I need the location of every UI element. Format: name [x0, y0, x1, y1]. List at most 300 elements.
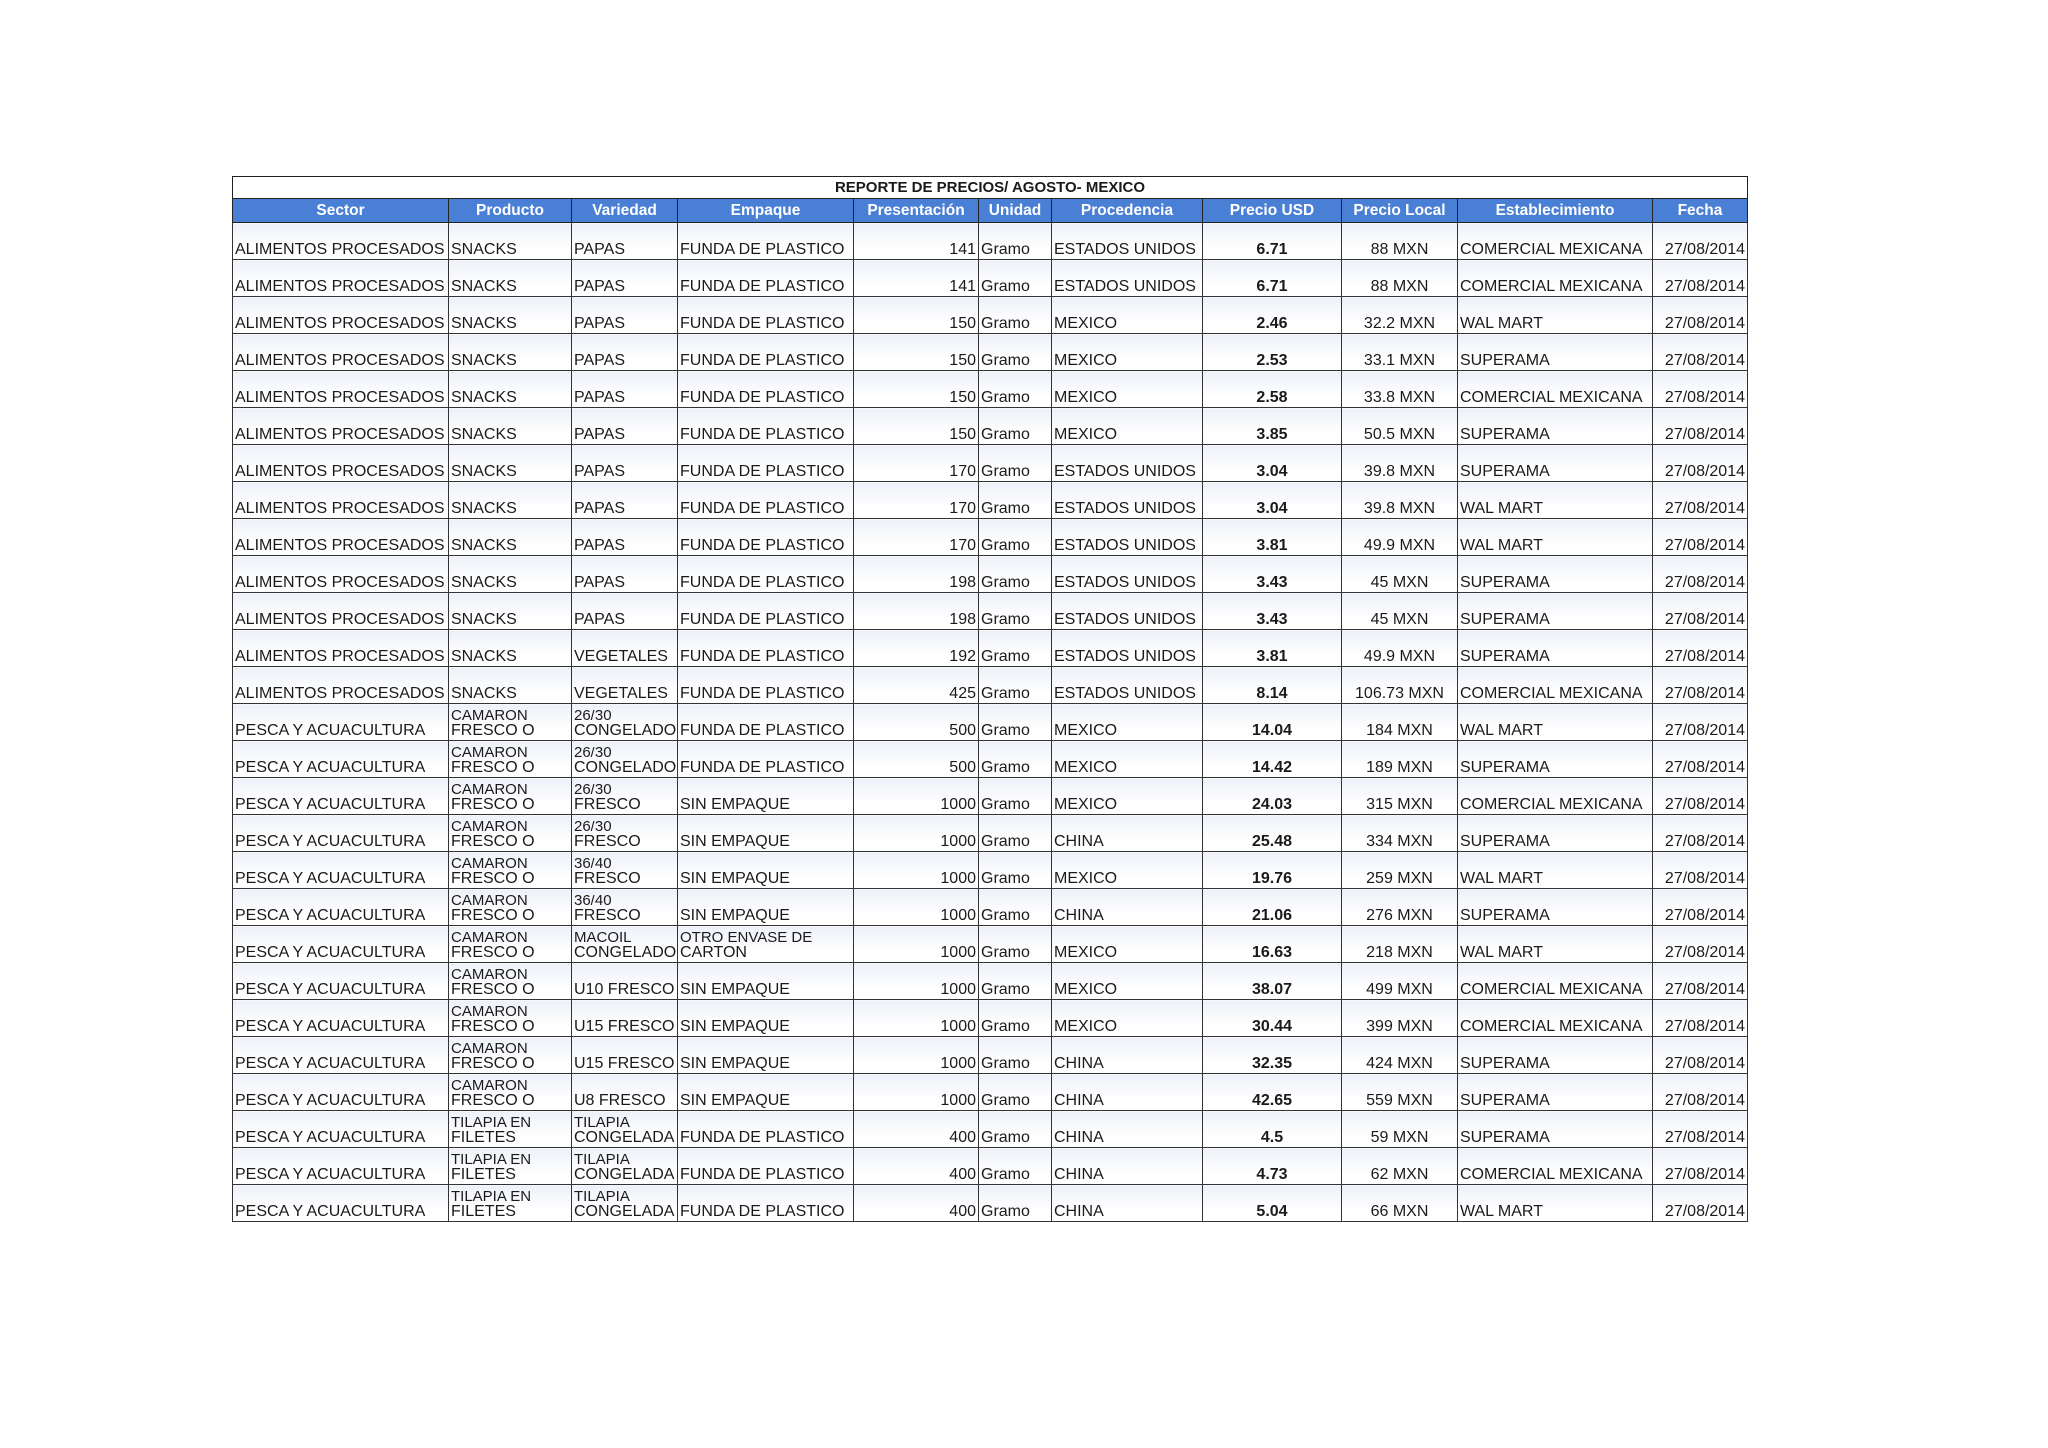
- cell-producto-overflow-line: [451, 266, 569, 278]
- cell-variedad-overflow-line: [574, 636, 675, 648]
- cell-empaque-overflow-line: [680, 1154, 851, 1166]
- cell-producto-line: SNACKS: [451, 241, 517, 258]
- cell-establecimiento: COMERCIAL MEXICANA: [1458, 371, 1653, 408]
- cell-producto-overflow-line: CAMARON: [451, 858, 528, 870]
- cell-variedad-line: U8 FRESCO: [574, 1092, 666, 1109]
- cell-fecha: 27/08/2014: [1653, 593, 1748, 630]
- cell-precio-local: 45 MXN: [1342, 556, 1458, 593]
- cell-variedad: [572, 408, 678, 445]
- cell-producto: [449, 556, 572, 593]
- cell-presentacion: 150: [854, 334, 979, 371]
- cell-producto: [449, 1037, 572, 1074]
- cell-establecimiento: SUPERAMA: [1458, 815, 1653, 852]
- cell-producto-line: SNACKS: [451, 648, 517, 665]
- cell-empaque-overflow-line: [680, 1117, 851, 1129]
- cell-presentacion: 1000: [854, 1037, 979, 1074]
- cell-variedad: [572, 889, 678, 926]
- cell-unidad: Gramo: [979, 1148, 1052, 1185]
- cell-presentacion: 141: [854, 260, 979, 297]
- cell-variedad: [572, 1185, 678, 1222]
- cell-fecha: 27/08/2014: [1653, 445, 1748, 482]
- cell-precio-local: 39.8 MXN: [1342, 482, 1458, 519]
- cell-precio-usd: 4.73: [1203, 1148, 1342, 1185]
- table-row: [233, 482, 1748, 519]
- cell-empaque-overflow-line: [680, 1080, 851, 1092]
- cell-unidad: Gramo: [979, 593, 1052, 630]
- cell-variedad-overflow-line: [574, 414, 675, 426]
- cell-variedad-line: PAPAS: [574, 463, 625, 480]
- cell-empaque: [678, 889, 854, 926]
- column-header-precio-local: Precio Local: [1342, 199, 1458, 223]
- cell-precio-usd: 16.63: [1203, 926, 1342, 963]
- cell-precio-usd: 24.03: [1203, 778, 1342, 815]
- table-row: [233, 1037, 1748, 1074]
- column-header-variedad: Variedad: [572, 199, 678, 223]
- cell-variedad-line: FRESCO: [574, 870, 641, 887]
- cell-fecha: 27/08/2014: [1653, 741, 1748, 778]
- cell-producto-line: FRESCO O: [451, 833, 535, 850]
- table-row: [233, 519, 1748, 556]
- column-header-sector: Sector: [233, 199, 449, 223]
- cell-producto-line: FRESCO O: [451, 1092, 535, 1109]
- cell-variedad-line: PAPAS: [574, 389, 625, 406]
- cell-producto-overflow-line: TILAPIA EN: [451, 1191, 532, 1203]
- cell-empaque-line: CARTON: [680, 944, 747, 961]
- cell-precio-local: 559 MXN: [1342, 1074, 1458, 1111]
- cell-producto: [449, 1000, 572, 1037]
- cell-variedad-line: PAPAS: [574, 315, 625, 332]
- cell-empaque-overflow-line: [680, 1191, 851, 1203]
- cell-establecimiento: COMERCIAL MEXICANA: [1458, 223, 1653, 260]
- cell-variedad-overflow-line: [574, 488, 675, 500]
- cell-procedencia: CHINA: [1052, 1037, 1203, 1074]
- table-row: [233, 260, 1748, 297]
- cell-producto-overflow-line: [451, 377, 569, 389]
- cell-producto-line: SNACKS: [451, 315, 517, 332]
- cell-variedad-overflow-line: [574, 266, 675, 278]
- cell-producto-overflow-line: [451, 525, 569, 537]
- cell-presentacion: 170: [854, 482, 979, 519]
- cell-variedad: [572, 445, 678, 482]
- cell-presentacion: 141: [854, 223, 979, 260]
- cell-fecha: 27/08/2014: [1653, 1185, 1748, 1222]
- cell-empaque-line: FUNDA DE PLASTICO: [680, 537, 845, 554]
- table-row: [233, 741, 1748, 778]
- cell-empaque-overflow-line: [680, 858, 851, 870]
- cell-producto-line: FRESCO O: [451, 944, 535, 961]
- cell-empaque: [678, 1037, 854, 1074]
- cell-procedencia: CHINA: [1052, 1148, 1203, 1185]
- cell-empaque-overflow-line: [680, 1006, 851, 1018]
- cell-empaque-overflow-line: [680, 1043, 851, 1055]
- cell-presentacion: 1000: [854, 1074, 979, 1111]
- cell-establecimiento: SUPERAMA: [1458, 1037, 1653, 1074]
- cell-variedad-line: PAPAS: [574, 241, 625, 258]
- cell-precio-usd: 3.81: [1203, 630, 1342, 667]
- cell-empaque-line: SIN EMPAQUE: [680, 833, 790, 850]
- cell-variedad-overflow-line: [574, 673, 675, 685]
- cell-empaque-line: FUNDA DE PLASTICO: [680, 759, 845, 776]
- cell-variedad-line: U10 FRESCO: [574, 981, 675, 998]
- cell-precio-local: 184 MXN: [1342, 704, 1458, 741]
- cell-empaque: [678, 815, 854, 852]
- cell-variedad-line: CONGELADO: [574, 944, 677, 961]
- cell-precio-usd: 14.42: [1203, 741, 1342, 778]
- cell-producto-overflow-line: CAMARON: [451, 969, 528, 981]
- cell-producto-overflow-line: CAMARON: [451, 784, 528, 796]
- cell-sector: ALIMENTOS PROCESADOS: [233, 556, 449, 593]
- cell-variedad-overflow-line: TILAPIA: [574, 1191, 630, 1203]
- cell-fecha: 27/08/2014: [1653, 260, 1748, 297]
- cell-sector: PESCA Y ACUACULTURA: [233, 852, 449, 889]
- table-row: [233, 1000, 1748, 1037]
- cell-producto-overflow-line: TILAPIA EN: [451, 1117, 532, 1129]
- cell-unidad: Gramo: [979, 371, 1052, 408]
- column-header-fecha: Fecha: [1653, 199, 1748, 223]
- cell-precio-usd: 25.48: [1203, 815, 1342, 852]
- cell-producto: [449, 1111, 572, 1148]
- cell-presentacion: 400: [854, 1111, 979, 1148]
- cell-fecha: 27/08/2014: [1653, 297, 1748, 334]
- cell-variedad: [572, 1111, 678, 1148]
- cell-sector: PESCA Y ACUACULTURA: [233, 815, 449, 852]
- report-body: [233, 223, 1748, 1222]
- cell-fecha: 27/08/2014: [1653, 704, 1748, 741]
- cell-variedad: [572, 667, 678, 704]
- cell-producto: [449, 852, 572, 889]
- cell-variedad-line: CONGELADA: [574, 1203, 675, 1220]
- cell-procedencia: ESTADOS UNIDOS: [1052, 667, 1203, 704]
- cell-empaque-line: FUNDA DE PLASTICO: [680, 648, 845, 665]
- cell-producto-overflow-line: [451, 451, 569, 463]
- cell-producto-line: SNACKS: [451, 389, 517, 406]
- cell-precio-local: 59 MXN: [1342, 1111, 1458, 1148]
- cell-procedencia: ESTADOS UNIDOS: [1052, 630, 1203, 667]
- cell-empaque: [678, 1074, 854, 1111]
- cell-presentacion: 1000: [854, 778, 979, 815]
- cell-variedad-line: PAPAS: [574, 500, 625, 517]
- cell-empaque-overflow-line: [680, 895, 851, 907]
- column-header-precio-usd: Precio USD: [1203, 199, 1342, 223]
- column-header-presentacion: Presentación: [854, 199, 979, 223]
- report-title: REPORTE DE PRECIOS/ AGOSTO- MEXICO: [233, 177, 1748, 199]
- column-header-establecimiento: Establecimiento: [1458, 199, 1653, 223]
- table-row: [233, 593, 1748, 630]
- cell-precio-usd: 2.53: [1203, 334, 1342, 371]
- cell-fecha: 27/08/2014: [1653, 519, 1748, 556]
- cell-variedad: [572, 519, 678, 556]
- cell-variedad-line: CONGELADO: [574, 759, 677, 776]
- cell-producto-line: FRESCO O: [451, 722, 535, 739]
- cell-producto: [449, 593, 572, 630]
- cell-presentacion: 500: [854, 741, 979, 778]
- table-row: [233, 889, 1748, 926]
- cell-sector: PESCA Y ACUACULTURA: [233, 1000, 449, 1037]
- cell-fecha: 27/08/2014: [1653, 1037, 1748, 1074]
- cell-empaque-line: SIN EMPAQUE: [680, 1018, 790, 1035]
- cell-presentacion: 425: [854, 667, 979, 704]
- cell-producto-line: SNACKS: [451, 463, 517, 480]
- cell-sector: ALIMENTOS PROCESADOS: [233, 260, 449, 297]
- cell-variedad: [572, 630, 678, 667]
- cell-producto-overflow-line: CAMARON: [451, 1080, 528, 1092]
- cell-procedencia: MEXICO: [1052, 334, 1203, 371]
- cell-procedencia: ESTADOS UNIDOS: [1052, 593, 1203, 630]
- table-row: [233, 630, 1748, 667]
- cell-producto: [449, 630, 572, 667]
- table-row: [233, 778, 1748, 815]
- table-row: [233, 963, 1748, 1000]
- cell-precio-local: 45 MXN: [1342, 593, 1458, 630]
- cell-sector: PESCA Y ACUACULTURA: [233, 926, 449, 963]
- cell-empaque: [678, 260, 854, 297]
- cell-producto-overflow-line: CAMARON: [451, 1006, 528, 1018]
- cell-producto-line: FILETES: [451, 1166, 516, 1183]
- cell-variedad: [572, 371, 678, 408]
- cell-variedad: [572, 704, 678, 741]
- cell-unidad: Gramo: [979, 852, 1052, 889]
- cell-unidad: Gramo: [979, 1037, 1052, 1074]
- cell-variedad-overflow-line: [574, 340, 675, 352]
- cell-empaque: [678, 630, 854, 667]
- cell-variedad-overflow-line: 36/40: [574, 895, 612, 907]
- cell-empaque-overflow-line: [680, 377, 851, 389]
- cell-unidad: Gramo: [979, 260, 1052, 297]
- cell-presentacion: 1000: [854, 1000, 979, 1037]
- cell-unidad: Gramo: [979, 926, 1052, 963]
- cell-empaque-overflow-line: [680, 599, 851, 611]
- cell-producto-overflow-line: CAMARON: [451, 932, 528, 944]
- cell-producto: [449, 889, 572, 926]
- cell-sector: ALIMENTOS PROCESADOS: [233, 297, 449, 334]
- cell-presentacion: 198: [854, 593, 979, 630]
- cell-empaque-line: SIN EMPAQUE: [680, 1092, 790, 1109]
- cell-unidad: Gramo: [979, 741, 1052, 778]
- cell-empaque: [678, 1111, 854, 1148]
- cell-establecimiento: WAL MART: [1458, 926, 1653, 963]
- cell-producto-overflow-line: CAMARON: [451, 710, 528, 722]
- cell-unidad: Gramo: [979, 334, 1052, 371]
- cell-procedencia: MEXICO: [1052, 408, 1203, 445]
- cell-empaque-overflow-line: [680, 784, 851, 796]
- cell-precio-usd: 3.43: [1203, 593, 1342, 630]
- cell-sector: ALIMENTOS PROCESADOS: [233, 593, 449, 630]
- cell-producto: [449, 445, 572, 482]
- cell-empaque-overflow-line: [680, 969, 851, 981]
- table-row: [233, 704, 1748, 741]
- table-row: [233, 815, 1748, 852]
- cell-empaque-line: FUNDA DE PLASTICO: [680, 685, 845, 702]
- cell-variedad: [572, 482, 678, 519]
- cell-variedad-overflow-line: [574, 525, 675, 537]
- cell-variedad: [572, 926, 678, 963]
- cell-precio-usd: 2.58: [1203, 371, 1342, 408]
- cell-precio-local: 49.9 MXN: [1342, 519, 1458, 556]
- cell-sector: ALIMENTOS PROCESADOS: [233, 482, 449, 519]
- cell-procedencia: ESTADOS UNIDOS: [1052, 519, 1203, 556]
- cell-empaque-overflow-line: [680, 673, 851, 685]
- cell-procedencia: MEXICO: [1052, 704, 1203, 741]
- cell-precio-local: 50.5 MXN: [1342, 408, 1458, 445]
- cell-sector: PESCA Y ACUACULTURA: [233, 1037, 449, 1074]
- column-header-unidad: Unidad: [979, 199, 1052, 223]
- cell-establecimiento: SUPERAMA: [1458, 889, 1653, 926]
- cell-empaque-overflow-line: [680, 451, 851, 463]
- table-row: [233, 223, 1748, 260]
- cell-variedad: [572, 593, 678, 630]
- cell-establecimiento: COMERCIAL MEXICANA: [1458, 1000, 1653, 1037]
- cell-establecimiento: WAL MART: [1458, 482, 1653, 519]
- cell-empaque-line: FUNDA DE PLASTICO: [680, 389, 845, 406]
- cell-precio-usd: 14.04: [1203, 704, 1342, 741]
- cell-unidad: Gramo: [979, 630, 1052, 667]
- cell-precio-usd: 4.5: [1203, 1111, 1342, 1148]
- cell-fecha: 27/08/2014: [1653, 926, 1748, 963]
- cell-empaque: [678, 926, 854, 963]
- cell-unidad: Gramo: [979, 223, 1052, 260]
- cell-empaque-overflow-line: [680, 266, 851, 278]
- cell-precio-local: 259 MXN: [1342, 852, 1458, 889]
- cell-precio-usd: 19.76: [1203, 852, 1342, 889]
- cell-precio-local: 32.2 MXN: [1342, 297, 1458, 334]
- cell-producto-line: FRESCO O: [451, 1018, 535, 1035]
- cell-empaque: [678, 704, 854, 741]
- column-header-row: [233, 199, 1748, 223]
- cell-empaque-line: FUNDA DE PLASTICO: [680, 574, 845, 591]
- cell-variedad-overflow-line: [574, 377, 675, 389]
- cell-empaque: [678, 593, 854, 630]
- cell-precio-usd: 3.43: [1203, 556, 1342, 593]
- cell-establecimiento: COMERCIAL MEXICANA: [1458, 1148, 1653, 1185]
- cell-procedencia: MEXICO: [1052, 1000, 1203, 1037]
- cell-precio-usd: 3.04: [1203, 445, 1342, 482]
- column-header-procedencia: Procedencia: [1052, 199, 1203, 223]
- cell-establecimiento: SUPERAMA: [1458, 630, 1653, 667]
- cell-unidad: Gramo: [979, 1185, 1052, 1222]
- cell-empaque-line: FUNDA DE PLASTICO: [680, 278, 845, 295]
- cell-empaque-line: FUNDA DE PLASTICO: [680, 426, 845, 443]
- cell-fecha: 27/08/2014: [1653, 1074, 1748, 1111]
- cell-variedad: [572, 297, 678, 334]
- cell-producto-overflow-line: TILAPIA EN: [451, 1154, 532, 1166]
- cell-empaque-line: FUNDA DE PLASTICO: [680, 611, 845, 628]
- cell-establecimiento: WAL MART: [1458, 297, 1653, 334]
- cell-producto-overflow-line: [451, 673, 569, 685]
- cell-producto-overflow-line: CAMARON: [451, 895, 528, 907]
- cell-precio-local: 218 MXN: [1342, 926, 1458, 963]
- cell-precio-local: 334 MXN: [1342, 815, 1458, 852]
- cell-sector: PESCA Y ACUACULTURA: [233, 1185, 449, 1222]
- cell-empaque: [678, 852, 854, 889]
- cell-producto: [449, 667, 572, 704]
- cell-variedad-line: VEGETALES: [574, 648, 668, 665]
- cell-producto-line: FRESCO O: [451, 981, 535, 998]
- table-row: [233, 445, 1748, 482]
- cell-procedencia: MEXICO: [1052, 741, 1203, 778]
- cell-precio-usd: 6.71: [1203, 260, 1342, 297]
- cell-fecha: 27/08/2014: [1653, 630, 1748, 667]
- cell-producto: [449, 408, 572, 445]
- cell-fecha: 27/08/2014: [1653, 556, 1748, 593]
- table-row: [233, 1185, 1748, 1222]
- cell-establecimiento: WAL MART: [1458, 1185, 1653, 1222]
- cell-producto-line: FILETES: [451, 1129, 516, 1146]
- cell-fecha: 27/08/2014: [1653, 408, 1748, 445]
- cell-empaque-line: SIN EMPAQUE: [680, 1055, 790, 1072]
- cell-procedencia: CHINA: [1052, 1185, 1203, 1222]
- cell-empaque: [678, 1185, 854, 1222]
- cell-variedad-line: PAPAS: [574, 278, 625, 295]
- cell-empaque: [678, 408, 854, 445]
- cell-producto-line: FRESCO O: [451, 759, 535, 776]
- cell-sector: ALIMENTOS PROCESADOS: [233, 445, 449, 482]
- cell-precio-usd: 8.14: [1203, 667, 1342, 704]
- cell-empaque-line: FUNDA DE PLASTICO: [680, 352, 845, 369]
- cell-variedad-overflow-line: [574, 229, 675, 241]
- cell-precio-usd: 32.35: [1203, 1037, 1342, 1074]
- cell-variedad-overflow-line: 36/40: [574, 858, 612, 870]
- cell-empaque-line: SIN EMPAQUE: [680, 870, 790, 887]
- cell-precio-local: 33.1 MXN: [1342, 334, 1458, 371]
- cell-procedencia: ESTADOS UNIDOS: [1052, 260, 1203, 297]
- cell-precio-local: 424 MXN: [1342, 1037, 1458, 1074]
- cell-precio-usd: 5.04: [1203, 1185, 1342, 1222]
- cell-presentacion: 1000: [854, 926, 979, 963]
- cell-variedad-line: VEGETALES: [574, 685, 668, 702]
- table-row: [233, 1148, 1748, 1185]
- cell-presentacion: 1000: [854, 815, 979, 852]
- cell-procedencia: CHINA: [1052, 815, 1203, 852]
- cell-presentacion: 1000: [854, 852, 979, 889]
- table-row: [233, 926, 1748, 963]
- cell-variedad-line: PAPAS: [574, 537, 625, 554]
- report-title-row: [233, 177, 1748, 199]
- cell-sector: ALIMENTOS PROCESADOS: [233, 334, 449, 371]
- cell-procedencia: MEXICO: [1052, 371, 1203, 408]
- cell-unidad: Gramo: [979, 667, 1052, 704]
- cell-variedad: [572, 1000, 678, 1037]
- cell-variedad: [572, 1074, 678, 1111]
- cell-unidad: Gramo: [979, 519, 1052, 556]
- cell-producto-line: FRESCO O: [451, 1055, 535, 1072]
- cell-sector: PESCA Y ACUACULTURA: [233, 704, 449, 741]
- cell-presentacion: 192: [854, 630, 979, 667]
- cell-sector: ALIMENTOS PROCESADOS: [233, 371, 449, 408]
- cell-precio-local: 399 MXN: [1342, 1000, 1458, 1037]
- cell-variedad-overflow-line: [574, 1043, 675, 1055]
- cell-producto-line: SNACKS: [451, 574, 517, 591]
- cell-unidad: Gramo: [979, 815, 1052, 852]
- cell-variedad-overflow-line: 26/30: [574, 747, 612, 759]
- cell-sector: PESCA Y ACUACULTURA: [233, 1111, 449, 1148]
- cell-presentacion: 170: [854, 519, 979, 556]
- cell-precio-local: 106.73 MXN: [1342, 667, 1458, 704]
- cell-variedad: [572, 223, 678, 260]
- cell-establecimiento: WAL MART: [1458, 519, 1653, 556]
- cell-variedad-line: PAPAS: [574, 426, 625, 443]
- cell-establecimiento: COMERCIAL MEXICANA: [1458, 667, 1653, 704]
- cell-empaque: [678, 371, 854, 408]
- cell-variedad-line: FRESCO: [574, 796, 641, 813]
- cell-fecha: 27/08/2014: [1653, 371, 1748, 408]
- cell-empaque-overflow-line: [680, 747, 851, 759]
- cell-procedencia: ESTADOS UNIDOS: [1052, 223, 1203, 260]
- cell-variedad: [572, 963, 678, 1000]
- cell-empaque-line: SIN EMPAQUE: [680, 796, 790, 813]
- cell-establecimiento: SUPERAMA: [1458, 741, 1653, 778]
- cell-procedencia: CHINA: [1052, 889, 1203, 926]
- cell-precio-local: 189 MXN: [1342, 741, 1458, 778]
